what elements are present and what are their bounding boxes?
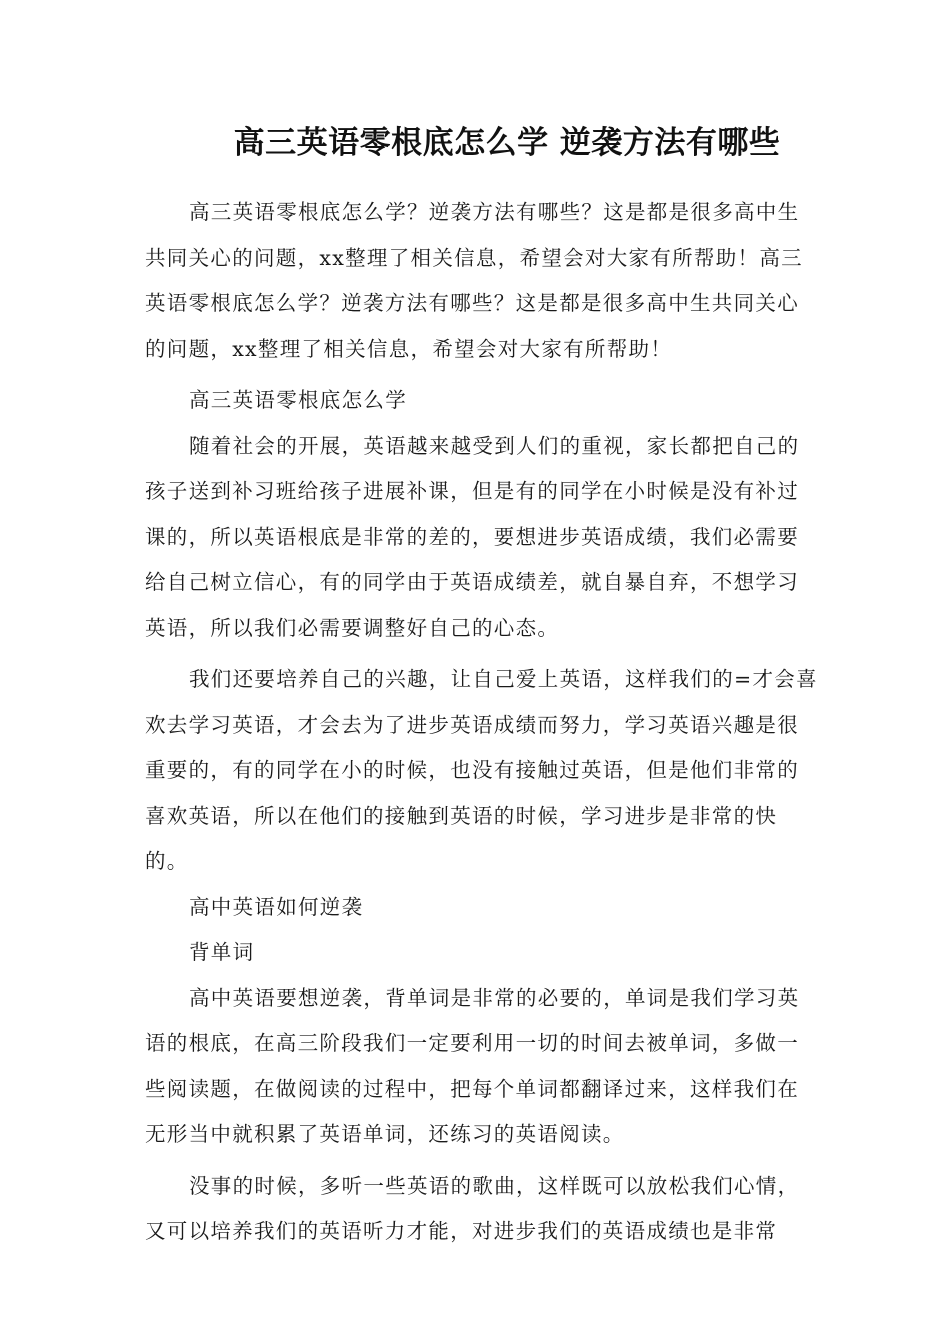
document-body <box>145 190 820 1255</box>
intro-paragraph: 高三英语零根底怎么学？逆袭方法有哪些？这是都是很多高中生共同关心的问题，xx整理了相关信息，希望会对大家有所帮助！高三英语零根底怎么学？逆袭方法有哪些？这是都是很多高中生共同关心的问题，xx整理了相关信息，希望会对大家有所帮助！ <box>145 200 803 361</box>
section-heading-comeback: 高中英语如何逆袭 <box>189 894 364 919</box>
document-title: 高三英语零根底怎么学 逆袭方法有哪些 <box>233 125 781 161</box>
body-paragraph: 高中英语要想逆袭，背单词是非常的必要的，单词是我们学习英语的根底，在高三阶段我们一定要利用一切的时间去被单词，多做一些阅读题，在做阅读的过程中，把每个单词都翻译过来，这样我们在无形当中就积累了英语单词，还练习的英语阅读。 <box>145 985 800 1146</box>
body-paragraph: 随着社会的开展，英语越来越受到人们的重视，家长都把自己的孩子送到补习班给孩子进展补课，但是有的同学在小时候是没有补过课的，所以英语根底是非常的差的，要想进步英语成绩，我们必需要给自己树立信心，有的同学由于英语成绩差，就自暴自弃，不想学习英语，所以我们必需要调整好自己的心态。 <box>145 433 800 640</box>
body-paragraph: 我们还要培养自己的兴趣，让自己爱上英语，这样我们的=才会喜欢去学习英语，才会去为了进步英语成绩而努力，学习英语兴趣是很重要的，有的同学在小的时候，也没有接触过英语，但是他们非常的喜欢英语，所以在他们的接触到英语的时候，学习进步是非常的快的。 <box>145 667 818 873</box>
subheading-vocabulary: 背单词 <box>189 940 255 964</box>
body-paragraph: 没事的时候，多听一些英语的歌曲，这样既可以放松我们心情，又可以培养我们的英语听力才能，对进步我们的英语成绩也是非常 <box>145 1173 800 1243</box>
section-heading-how-to-learn: 高三英语零根底怎么学 <box>189 388 407 412</box>
